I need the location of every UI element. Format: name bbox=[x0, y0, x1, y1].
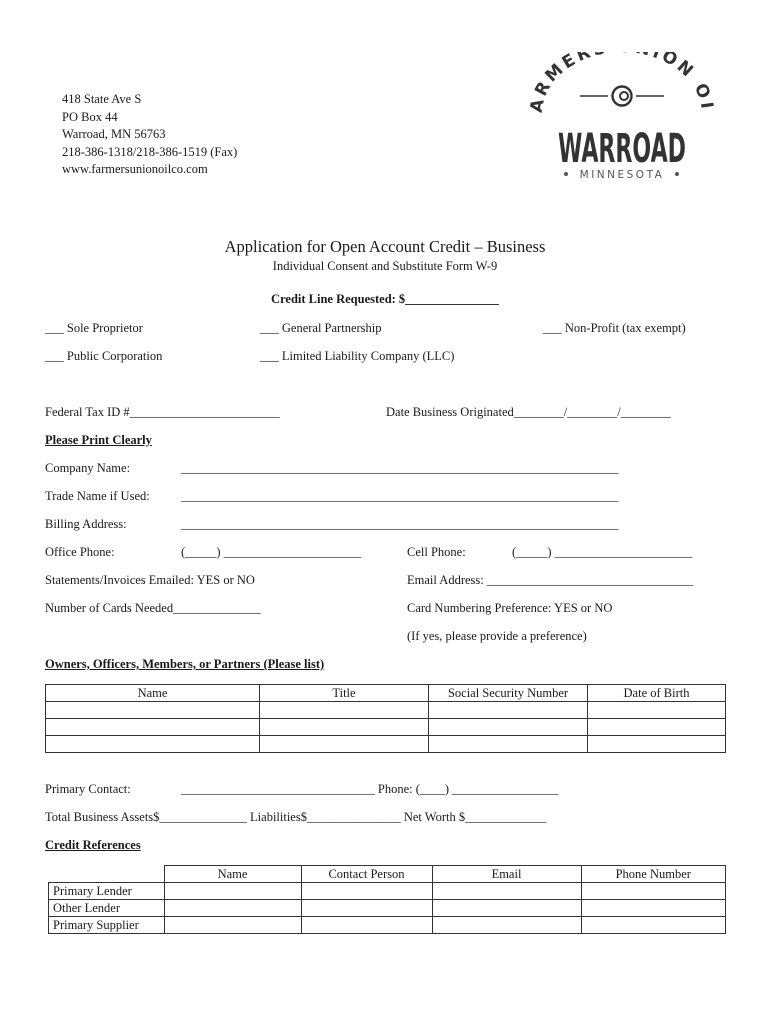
credit-row-label: Other Lender bbox=[49, 900, 165, 917]
billing-address-field[interactable]: ______________________________________________________________________ bbox=[181, 517, 619, 531]
owner-name-cell[interactable] bbox=[46, 736, 260, 753]
date-business-originated-field[interactable]: Date Business Originated________/________/________ bbox=[386, 405, 671, 419]
credit-phone-cell[interactable] bbox=[581, 883, 726, 900]
table-row bbox=[49, 883, 726, 900]
owners-col-title: Title bbox=[260, 685, 429, 702]
primary-contact-label: Primary Contact: bbox=[45, 782, 131, 796]
cell-phone-label: Cell Phone: bbox=[407, 545, 466, 559]
trade-name-label: Trade Name if Used: bbox=[45, 489, 150, 503]
owner-ssn-cell[interactable] bbox=[429, 719, 588, 736]
credit-name-cell[interactable] bbox=[164, 900, 301, 917]
office-phone-field[interactable]: (_____) ______________________ bbox=[181, 545, 362, 559]
owners-heading: Owners, Officers, Members, or Partners (Please list) bbox=[45, 657, 325, 671]
form-subtitle: Individual Consent and Substitute Form W-9 bbox=[272, 259, 498, 273]
address-line-phone: 218-386-1318/218-386-1519 (Fax) bbox=[62, 144, 238, 159]
credit-references-table bbox=[48, 865, 726, 934]
credit-phone-cell[interactable] bbox=[581, 917, 726, 934]
owners-col-dob: Date of Birth bbox=[588, 685, 726, 702]
credit-col-email: Email bbox=[432, 866, 581, 883]
primary-contact-field[interactable]: _______________________________ Phone: (____) _________________ bbox=[181, 782, 559, 796]
owner-dob-cell[interactable] bbox=[588, 702, 726, 719]
credit-name-cell[interactable] bbox=[164, 883, 301, 900]
entity-non-profit[interactable]: ___ Non-Profit (tax exempt) bbox=[543, 321, 686, 335]
owner-title-cell[interactable] bbox=[260, 719, 429, 736]
company-logo bbox=[520, 52, 720, 192]
cell-phone-field[interactable]: (_____) ______________________ bbox=[512, 545, 693, 559]
logo-graphic bbox=[520, 52, 720, 192]
credit-line-requested[interactable]: Credit Line Requested: $_______________ bbox=[271, 292, 499, 306]
credit-email-cell[interactable] bbox=[432, 917, 581, 934]
credit-contact-cell[interactable] bbox=[301, 917, 432, 934]
trade-name-field[interactable]: ______________________________________________________________________ bbox=[181, 489, 619, 503]
company-address bbox=[62, 91, 237, 179]
credit-contact-cell[interactable] bbox=[301, 883, 432, 900]
credit-email-cell[interactable] bbox=[432, 900, 581, 917]
credit-contact-cell[interactable] bbox=[301, 900, 432, 917]
address-line-street: 418 State Ave S bbox=[62, 92, 142, 106]
logo-state: MINNESOTA bbox=[579, 169, 665, 181]
owner-name-cell[interactable] bbox=[46, 702, 260, 719]
logo-name: WARROAD bbox=[558, 126, 686, 172]
logo-arc-text: ARMER ION OI bbox=[526, 52, 718, 115]
email-address-field[interactable]: Email Address: _________________________________ bbox=[407, 573, 694, 587]
form-title: Application for Open Account Credit – Business bbox=[224, 237, 546, 256]
logo-o-icon bbox=[620, 92, 628, 100]
address-line-city: Warroad, MN 56763 bbox=[62, 127, 166, 141]
card-preference-note: (If yes, please provide a preference) bbox=[407, 629, 587, 643]
table-row bbox=[49, 917, 726, 934]
owners-col-name: Name bbox=[46, 685, 260, 702]
billing-address-label: Billing Address: bbox=[45, 517, 127, 531]
credit-col-blank bbox=[49, 866, 165, 883]
table-row bbox=[46, 719, 726, 736]
entity-public-corporation[interactable]: ___ Public Corporation bbox=[45, 349, 163, 363]
owners-table-header bbox=[46, 685, 726, 702]
owner-title-cell[interactable] bbox=[260, 736, 429, 753]
company-name-field[interactable]: ______________________________________________________________________ bbox=[181, 461, 619, 475]
federal-tax-id-field[interactable]: Federal Tax ID #________________________ bbox=[45, 405, 280, 419]
entity-general-partnership[interactable]: ___ General Partnership bbox=[260, 321, 382, 335]
table-row bbox=[46, 702, 726, 719]
credit-references-heading: Credit References bbox=[45, 838, 141, 852]
address-line-pobox: PO Box 44 bbox=[62, 109, 118, 124]
credit-phone-cell[interactable] bbox=[581, 900, 726, 917]
table-row bbox=[46, 736, 726, 753]
owner-ssn-cell[interactable] bbox=[429, 736, 588, 753]
owner-title-cell[interactable] bbox=[260, 702, 429, 719]
owners-col-ssn: Social Security Number bbox=[429, 685, 588, 702]
owner-name-cell[interactable] bbox=[46, 719, 260, 736]
credit-row-label: Primary Supplier bbox=[49, 917, 165, 934]
statements-emailed-field[interactable]: Statements/Invoices Emailed: YES or NO bbox=[45, 573, 255, 587]
address-line-website: www.farmersunionoilco.com bbox=[62, 162, 208, 176]
card-numbering-preference-field[interactable]: Card Numbering Preference: YES or NO bbox=[407, 601, 613, 615]
cards-needed-field[interactable]: Number of Cards Needed______________ bbox=[45, 601, 261, 615]
print-clearly-heading: Please Print Clearly bbox=[45, 433, 152, 447]
credit-row-label: Primary Lender bbox=[49, 883, 165, 900]
credit-col-contact: Contact Person bbox=[301, 866, 432, 883]
owner-dob-cell[interactable] bbox=[588, 736, 726, 753]
owners-table bbox=[45, 684, 726, 753]
entity-llc[interactable]: ___ Limited Liability Company (LLC) bbox=[260, 349, 455, 363]
credit-name-cell[interactable] bbox=[164, 917, 301, 934]
table-row bbox=[49, 900, 726, 917]
credit-email-cell[interactable] bbox=[432, 883, 581, 900]
credit-col-phone: Phone Number bbox=[581, 866, 726, 883]
office-phone-label: Office Phone: bbox=[45, 545, 115, 559]
credit-table-header bbox=[49, 866, 726, 883]
owner-ssn-cell[interactable] bbox=[429, 702, 588, 719]
credit-col-name: Name bbox=[164, 866, 301, 883]
entity-sole-proprietor[interactable]: ___ Sole Proprietor bbox=[45, 321, 143, 335]
financials-field[interactable]: Total Business Assets$______________ Liabilities$_______________ Net Worth $_____________ bbox=[45, 810, 547, 824]
company-name-label: Company Name: bbox=[45, 461, 131, 475]
owner-dob-cell[interactable] bbox=[588, 719, 726, 736]
